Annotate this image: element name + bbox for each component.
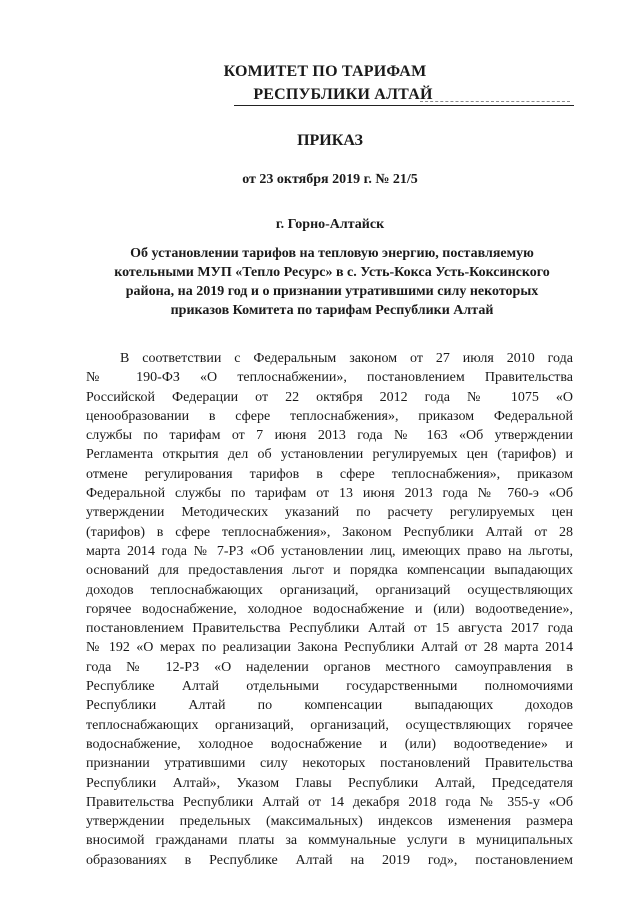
body-line: утверждении предельных (максимальных) индексов изменения размера (86, 814, 573, 830)
body-paragraph (86, 349, 573, 870)
order-subject (82, 244, 582, 320)
header-divider-faint (420, 101, 570, 102)
subject-line: котельными МУП «Тепло Ресурс» в с. Усть-Кокса Усть-Коксинского (114, 265, 550, 280)
body-line: теплоснабжающих организаций, организаций, осуществляющих горячее (86, 717, 573, 733)
body-line: службы по тарифам от 7 июня 2013 года № 163 «Об утверждении (86, 428, 573, 444)
body-line: Республики Алтай», Указом Главы Республики Алтай, Председателя (86, 775, 573, 791)
body-line: (тарифов) в сфере теплоснабжения», Законом Республики Алтай от 28 (86, 524, 573, 540)
header-divider (234, 105, 574, 106)
body-line: Правительства Республики Алтай от 14 декабря 2018 года № 355-у «Об (86, 794, 573, 810)
body-line: доходов теплоснабжающих организаций, организаций осуществляющих (86, 582, 573, 598)
organization-region: РЕСПУБЛИКИ АЛТАЙ (253, 86, 433, 103)
body-line: горячее водоснабжение, холодное водоснабжение и (или) водоотведение», (86, 601, 573, 617)
body-line: марта 2014 года № 7-РЗ «Об установлении лиц, имеющих право на льготы, (86, 543, 573, 559)
body-line: года № 12-РЗ «О наделении органов местного самоуправления в (86, 659, 573, 675)
subject-line: района, на 2019 год и о признании утратившими силу некоторых (125, 284, 539, 299)
body-line: Регламента открытия дел об установлении регулируемых цен (тарифов) и (86, 447, 573, 463)
body-line: Республики Алтай по компенсации выпадающих доходов (86, 698, 573, 714)
body-line: Федеральной службы по тарифам от 13 июня 2013 года № 760-э «Об (86, 486, 573, 502)
body-line: № 192 «О мерах по реализации Закона Республики Алтай от 28 марта 2014 (86, 640, 573, 656)
body-line: отмене регулирования тарифов в сфере теплоснабжения», приказом (86, 466, 573, 482)
body-line: признании утратившими силу некоторых постановлений Правительства (86, 756, 573, 772)
document-title: ПРИКАЗ (297, 132, 363, 149)
body-line: В соответствии с Федеральным законом от 27 июля 2010 года (120, 351, 573, 366)
order-date-number: от 23 октября 2019 г. № 21/5 (242, 172, 418, 187)
subject-line: приказов Комитета по тарифам Республики Алтай (170, 303, 494, 318)
body-line: водоснабжение, холодное водоснабжение и (или) водоотведение» и (86, 736, 573, 752)
body-line: оснований для предоставления льгот и порядка компенсации выпадающих (86, 563, 573, 579)
body-line: № 190-ФЗ «О теплоснабжении», постановлением Правительства (86, 370, 573, 386)
body-line: ценообразовании в сфере теплоснабжения», приказом Федеральной (86, 408, 573, 424)
body-line: вносимой гражданами платы за коммунальные услуги в муниципальных (86, 833, 573, 849)
order-city: г. Горно-Алтайск (275, 217, 385, 232)
body-line: образованиях в Республике Алтай на 2019 год», постановлением (86, 852, 573, 868)
subject-line: Об установлении тарифов на тепловую энергию, поставляемую (130, 246, 534, 261)
body-line: постановлением Правительства Республики Алтай от 15 августа 2017 года (86, 621, 573, 637)
body-line: Республике Алтай отдельными государственными полномочиями (86, 679, 573, 695)
body-line: Российской Федерации от 22 октября 2012 года № 1075 «О (86, 389, 573, 405)
body-line: утверждении Методических указаний по расчету регулируемых цен (86, 505, 573, 521)
organization-name: КОМИТЕТ ПО ТАРИФАМ (223, 63, 427, 80)
